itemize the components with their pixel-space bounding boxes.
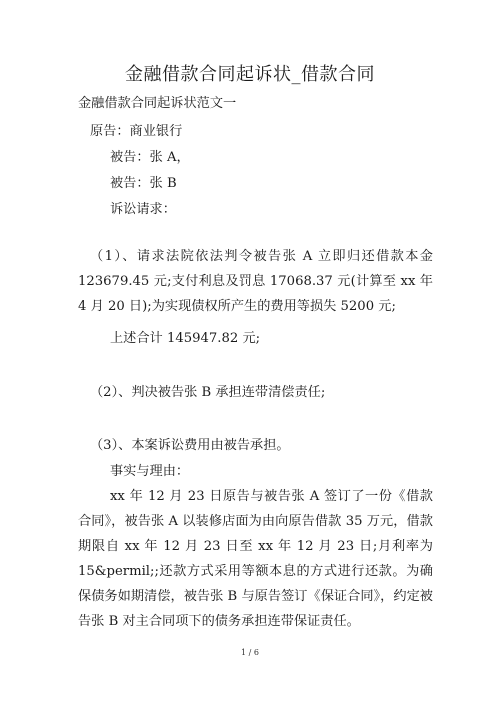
defendant-a-line: 被告：张 A， — [110, 150, 190, 165]
plaintiff-line: 原告：商业银行 — [90, 124, 183, 139]
claims-heading: 诉讼请求： — [110, 202, 176, 217]
claim-1-paragraph: （1）、请求法院依法判令被告张 A 立即归还借款本金 123679.45 元;支付利息及罚息 17068.37 元(计算至 xx 年 4 月 20 日);为实现债权所产生的费用等损失 5200 元; — [78, 249, 433, 314]
facts-paragraph: xx 年 12 月 23 日原告与被告张 A 签订了一份《借款合同》，被告张 A 以装修店面为由向原告借款 35 万元，借款期限自 xx 年 12 月 23 日至 xx 年 12 月 23 日;月利率为 15&permil;;还款方式采用等额本息的方式进行还款。为确保债务如期清偿，被告张 B 与原告签订《保证合同》，约定被告张 B 对主合同项下的债务承担连带保证责任。 — [78, 489, 433, 629]
claim-total-line: 上述合计 145947.82 元; — [110, 331, 261, 346]
document-title: 金融借款合同起诉状_借款合同 — [125, 64, 375, 85]
document-subtitle: 金融借款合同起诉状范文一 — [78, 96, 237, 111]
facts-heading: 事实与理由： — [110, 464, 190, 479]
defendant-b-line: 被告：张 B — [110, 176, 177, 191]
page-number: 1 / 6 — [241, 648, 259, 657]
claim-2-line: （2）、判决被告张 B 承担连带清偿责任; — [90, 385, 326, 400]
claim-3-line: （3）、本案诉讼费用由被告承担。 — [90, 438, 290, 453]
